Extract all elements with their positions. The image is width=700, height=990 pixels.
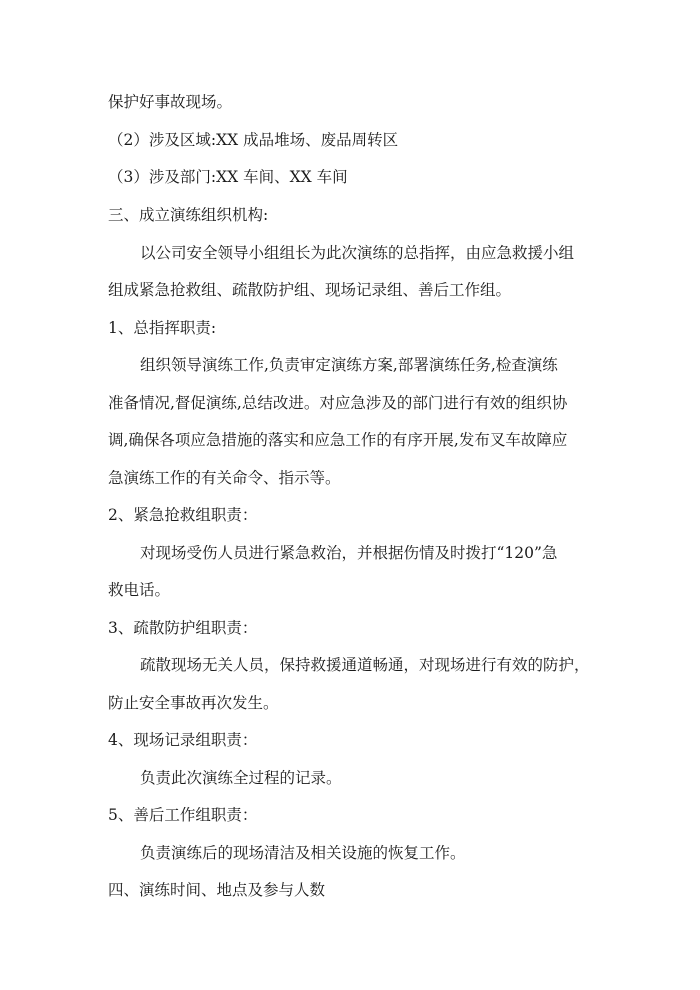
paragraph-commander-line-1: 组织领导演练工作,负责审定演练方案,部署演练任务,检查演练 [140, 356, 558, 374]
subheading-evacuation: 3、疏散防护组职责： [108, 619, 258, 637]
subheading-record: 4、现场记录组职责： [108, 731, 258, 749]
paragraph-rescue-line-1: 对现场受伤人员进行紧急救治，并根据伤情及时拨打“120”急 [140, 544, 558, 562]
paragraph-record-line-1: 负责此次演练全过程的记录。 [140, 769, 342, 787]
paragraph-aftermath-line-1: 负责演练后的现场清洁及相关设施的恢复工作。 [140, 844, 466, 862]
paragraph-commander-line-3: 调,确保各项应急措施的落实和应急工作的有序开展,发布叉车故障应 [108, 431, 568, 449]
subheading-aftermath: 5、善后工作组职责： [108, 806, 258, 824]
subheading-commander: 1、总指挥职责: [108, 319, 217, 337]
paragraph-org-line-1: 以公司安全领导小组组长为此次演练的总指挥，由应急救援小组 [140, 244, 575, 262]
paragraph-commander-line-4: 急演练工作的有关命令、指示等。 [108, 469, 341, 487]
paragraph-rescue-line-2: 救电话。 [108, 581, 171, 599]
paragraph-org-line-2: 组成紧急抢救组、疏散防护组、现场记录组、善后工作组。 [108, 281, 512, 299]
text-line-area: （2）涉及区域:XX 成品堆场、废品周转区 [108, 131, 399, 149]
section-heading-organization: 三、成立演练组织机构: [108, 206, 269, 224]
text-line-protect-scene: 保护好事故现场。 [108, 93, 233, 111]
text-line-department: （3）涉及部门:XX 车间、XX 车间 [108, 168, 348, 186]
subheading-rescue: 2、紧急抢救组职责： [108, 506, 258, 524]
paragraph-commander-line-2: 准备情况,督促演练,总结改进。对应急涉及的部门进行有效的组织协 [108, 394, 568, 412]
paragraph-evacuation-line-1: 疏散现场无关人员，保持救援通道畅通，对现场进行有效的防护， [140, 656, 590, 674]
section-heading-time-place: 四、演练时间、地点及参与人数 [108, 881, 326, 899]
paragraph-evacuation-line-2: 防止安全事故再次发生。 [108, 694, 279, 712]
